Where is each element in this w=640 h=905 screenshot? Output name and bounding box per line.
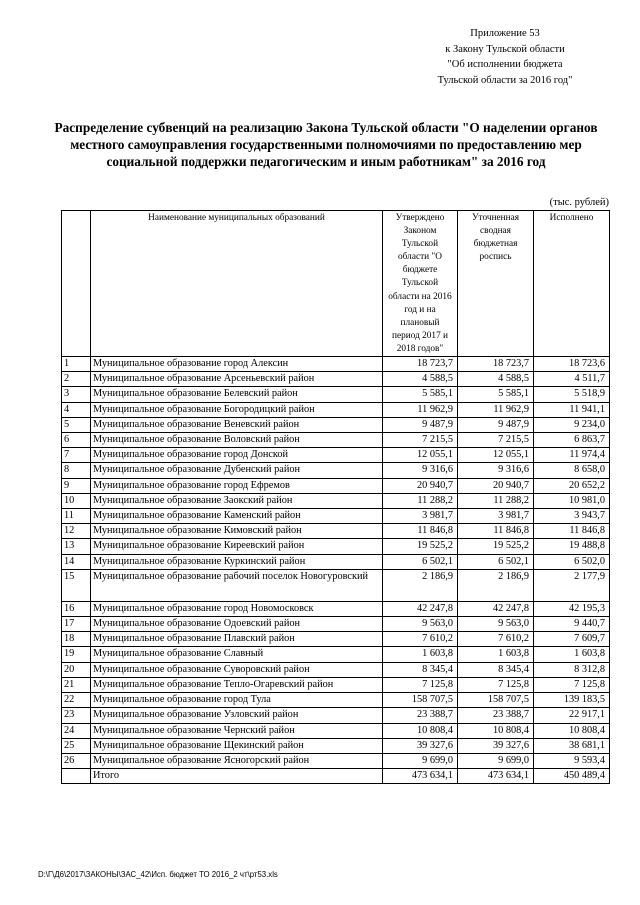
cell-name: Муниципальное образование Плавский район — [91, 632, 383, 647]
cell-number: 7 — [62, 448, 91, 463]
cell-number: 24 — [62, 723, 91, 738]
cell-revised: 9 316,6 — [458, 463, 534, 478]
cell-executed: 6 502,0 — [534, 554, 610, 569]
cell-approved: 19 525,2 — [383, 539, 458, 554]
table-row — [62, 569, 610, 601]
cell-number: 9 — [62, 478, 91, 493]
cell-revised: 23 388,7 — [458, 708, 534, 723]
cell-revised: 9 487,9 — [458, 417, 534, 432]
table-row — [62, 539, 610, 554]
cell-name: Муниципальное образование Арсеньевский район — [91, 372, 383, 387]
cell-executed: 11 974,4 — [534, 448, 610, 463]
appendix-line-4: Тульской области за 2016 год" — [437, 74, 573, 86]
cell-total-empty — [62, 769, 91, 784]
table-row — [62, 417, 610, 432]
cell-name: Муниципальное образование Щекинский район — [91, 738, 383, 753]
cell-number: 6 — [62, 433, 91, 448]
table-row — [62, 662, 610, 677]
header-name: Наименование муниципальных образований — [91, 211, 383, 357]
cell-total-approved: 473 634,1 — [383, 769, 458, 784]
table-row — [62, 617, 610, 632]
table-row — [62, 402, 610, 417]
document-title: Распределение субвенций на реализацию Закона Тульской области "О наделении органов местного самоуправления государственными полномочиями по предоставлению мер социальной поддержки педагогическим и иным работникам" за 2016 год — [54, 120, 598, 169]
cell-total-label: Итого — [91, 769, 383, 784]
cell-approved: 10 808,4 — [383, 723, 458, 738]
cell-number: 12 — [62, 524, 91, 539]
table-row — [62, 448, 610, 463]
cell-executed: 22 917,1 — [534, 708, 610, 723]
cell-number: 20 — [62, 662, 91, 677]
cell-revised: 7 610,2 — [458, 632, 534, 647]
header-executed: Исполнено — [534, 211, 610, 357]
cell-name: Муниципальное образование Богородицкий район — [91, 402, 383, 417]
cell-revised: 4 588,5 — [458, 372, 534, 387]
cell-name: Муниципальное образование Узловский район — [91, 708, 383, 723]
cell-number: 19 — [62, 647, 91, 662]
table-row — [62, 554, 610, 569]
cell-executed: 19 488,8 — [534, 539, 610, 554]
cell-executed: 42 195,3 — [534, 601, 610, 616]
table-row — [62, 463, 610, 478]
table-row — [62, 723, 610, 738]
cell-approved: 4 588,5 — [383, 372, 458, 387]
cell-number: 17 — [62, 617, 91, 632]
cell-revised: 19 525,2 — [458, 539, 534, 554]
cell-revised: 6 502,1 — [458, 554, 534, 569]
cell-number: 26 — [62, 753, 91, 768]
cell-approved: 9 563,0 — [383, 617, 458, 632]
table-row — [62, 478, 610, 493]
cell-name: Муниципальное образование Тепло-Огаревский район — [91, 677, 383, 692]
cell-revised: 11 846,8 — [458, 524, 534, 539]
cell-name: Муниципальное образование Ясногорский район — [91, 753, 383, 768]
cell-revised: 11 288,2 — [458, 493, 534, 508]
cell-approved: 158 707,5 — [383, 693, 458, 708]
cell-approved: 11 846,8 — [383, 524, 458, 539]
cell-approved: 23 388,7 — [383, 708, 458, 723]
table-body — [62, 357, 610, 784]
cell-revised: 8 345,4 — [458, 662, 534, 677]
table-row — [62, 708, 610, 723]
cell-number: 15 — [62, 569, 91, 601]
cell-executed: 8 658,0 — [534, 463, 610, 478]
cell-executed: 3 943,7 — [534, 509, 610, 524]
cell-revised: 3 981,7 — [458, 509, 534, 524]
appendix-block — [410, 26, 600, 88]
cell-number: 13 — [62, 539, 91, 554]
cell-approved: 20 940,7 — [383, 478, 458, 493]
cell-executed: 10 808,4 — [534, 723, 610, 738]
cell-number: 21 — [62, 677, 91, 692]
cell-number: 2 — [62, 372, 91, 387]
cell-executed: 4 511,7 — [534, 372, 610, 387]
cell-name: Муниципальное образование Суворовский район — [91, 662, 383, 677]
subvention-table — [61, 210, 610, 784]
appendix-line-2: к Закону Тульской области — [445, 43, 565, 55]
table-row — [62, 677, 610, 692]
table-row — [62, 387, 610, 402]
cell-name: Муниципальное образование Славный — [91, 647, 383, 662]
cell-approved: 39 327,6 — [383, 738, 458, 753]
cell-approved: 7 215,5 — [383, 433, 458, 448]
cell-executed: 5 518,9 — [534, 387, 610, 402]
header-approved: Утверждено Законом Тульской области "О бюджете Тульской области на 2016 год и на плановый период 2017 и 2018 годов" — [383, 211, 458, 357]
header-revised: Уточненная сводная бюджетная роспись — [458, 211, 534, 357]
cell-name: Муниципальное образование Заокский район — [91, 493, 383, 508]
cell-approved: 8 345,4 — [383, 662, 458, 677]
cell-total-executed: 450 489,4 — [534, 769, 610, 784]
cell-approved: 1 603,8 — [383, 647, 458, 662]
cell-approved: 12 055,1 — [383, 448, 458, 463]
cell-name: Муниципальное образование Киреевский район — [91, 539, 383, 554]
table-row — [62, 433, 610, 448]
table-row — [62, 632, 610, 647]
cell-executed: 139 183,5 — [534, 693, 610, 708]
cell-executed: 9 234,0 — [534, 417, 610, 432]
cell-number: 14 — [62, 554, 91, 569]
units-label: (тыс. рублей) — [549, 197, 609, 208]
total-row — [62, 769, 610, 784]
cell-approved: 3 981,7 — [383, 509, 458, 524]
cell-number: 5 — [62, 417, 91, 432]
cell-executed: 18 723,6 — [534, 357, 610, 372]
table-row — [62, 509, 610, 524]
cell-executed: 2 177,9 — [534, 569, 610, 601]
table-row — [62, 493, 610, 508]
cell-executed: 9 593,4 — [534, 753, 610, 768]
cell-number: 1 — [62, 357, 91, 372]
cell-name: Муниципальное образование Чернский район — [91, 723, 383, 738]
cell-revised: 9 563,0 — [458, 617, 534, 632]
table-header-row — [62, 211, 610, 357]
cell-revised: 9 699,0 — [458, 753, 534, 768]
cell-revised: 7 215,5 — [458, 433, 534, 448]
cell-revised: 11 962,9 — [458, 402, 534, 417]
table-row — [62, 357, 610, 372]
cell-number: 25 — [62, 738, 91, 753]
cell-executed: 1 603,8 — [534, 647, 610, 662]
cell-revised: 2 186,9 — [458, 569, 534, 601]
cell-approved: 5 585,1 — [383, 387, 458, 402]
cell-revised: 5 585,1 — [458, 387, 534, 402]
file-path-footer: D:\Г\Д6\2017\ЗАКОНЫ\ЗАС_42\Исп. бюджет ТО 2016_2 чт\рт53.xls — [38, 870, 278, 879]
cell-name: Муниципальное образование Каменский район — [91, 509, 383, 524]
cell-name: Муниципальное образование Одоевский район — [91, 617, 383, 632]
appendix-line-3: "Об исполнении бюджета — [447, 59, 563, 70]
table-row — [62, 372, 610, 387]
cell-name: Муниципальное образование Веневский район — [91, 417, 383, 432]
table-row — [62, 601, 610, 616]
cell-approved: 9 487,9 — [383, 417, 458, 432]
cell-executed: 7 609,7 — [534, 632, 610, 647]
cell-name: Муниципальное образование город Новомосковск — [91, 601, 383, 616]
header-number — [62, 211, 91, 357]
cell-number: 10 — [62, 493, 91, 508]
cell-name: Муниципальное образование город Алексин — [91, 357, 383, 372]
cell-name: Муниципальное образование Куркинский район — [91, 554, 383, 569]
cell-number: 3 — [62, 387, 91, 402]
cell-name: Муниципальное образование Кимовский район — [91, 524, 383, 539]
table-row — [62, 753, 610, 768]
cell-revised: 10 808,4 — [458, 723, 534, 738]
appendix-line-1: Приложение 53 — [470, 28, 540, 39]
cell-name: Муниципальное образование город Донской — [91, 448, 383, 463]
cell-number: 23 — [62, 708, 91, 723]
cell-executed: 7 125,8 — [534, 677, 610, 692]
cell-executed: 20 652,2 — [534, 478, 610, 493]
cell-revised: 1 603,8 — [458, 647, 534, 662]
cell-revised: 20 940,7 — [458, 478, 534, 493]
cell-number: 8 — [62, 463, 91, 478]
cell-name: Муниципальное образование город Ефремов — [91, 478, 383, 493]
cell-approved: 18 723,7 — [383, 357, 458, 372]
cell-executed: 38 681,1 — [534, 738, 610, 753]
cell-number: 18 — [62, 632, 91, 647]
cell-executed: 11 941,1 — [534, 402, 610, 417]
cell-number: 22 — [62, 693, 91, 708]
table-row — [62, 647, 610, 662]
cell-executed: 6 863,7 — [534, 433, 610, 448]
table-row — [62, 524, 610, 539]
cell-approved: 11 962,9 — [383, 402, 458, 417]
cell-revised: 39 327,6 — [458, 738, 534, 753]
cell-approved: 42 247,8 — [383, 601, 458, 616]
cell-approved: 9 699,0 — [383, 753, 458, 768]
cell-name: Муниципальное образование Дубенский район — [91, 463, 383, 478]
table-row — [62, 693, 610, 708]
cell-number: 16 — [62, 601, 91, 616]
table-row — [62, 738, 610, 753]
cell-executed: 8 312,8 — [534, 662, 610, 677]
cell-approved: 11 288,2 — [383, 493, 458, 508]
cell-revised: 158 707,5 — [458, 693, 534, 708]
cell-approved: 9 316,6 — [383, 463, 458, 478]
cell-name: Муниципальное образование Воловский район — [91, 433, 383, 448]
cell-revised: 42 247,8 — [458, 601, 534, 616]
cell-revised: 7 125,8 — [458, 677, 534, 692]
cell-revised: 12 055,1 — [458, 448, 534, 463]
cell-number: 11 — [62, 509, 91, 524]
cell-name: Муниципальное образование город Тула — [91, 693, 383, 708]
cell-approved: 2 186,9 — [383, 569, 458, 601]
cell-executed: 9 440,7 — [534, 617, 610, 632]
cell-number: 4 — [62, 402, 91, 417]
cell-revised: 18 723,7 — [458, 357, 534, 372]
cell-approved: 7 125,8 — [383, 677, 458, 692]
cell-approved: 7 610,2 — [383, 632, 458, 647]
cell-name: Муниципальное образование рабочий поселок Новогуровский — [91, 569, 383, 601]
cell-executed: 11 846,8 — [534, 524, 610, 539]
cell-approved: 6 502,1 — [383, 554, 458, 569]
cell-executed: 10 981,0 — [534, 493, 610, 508]
cell-total-revised: 473 634,1 — [458, 769, 534, 784]
cell-name: Муниципальное образование Белевский район — [91, 387, 383, 402]
